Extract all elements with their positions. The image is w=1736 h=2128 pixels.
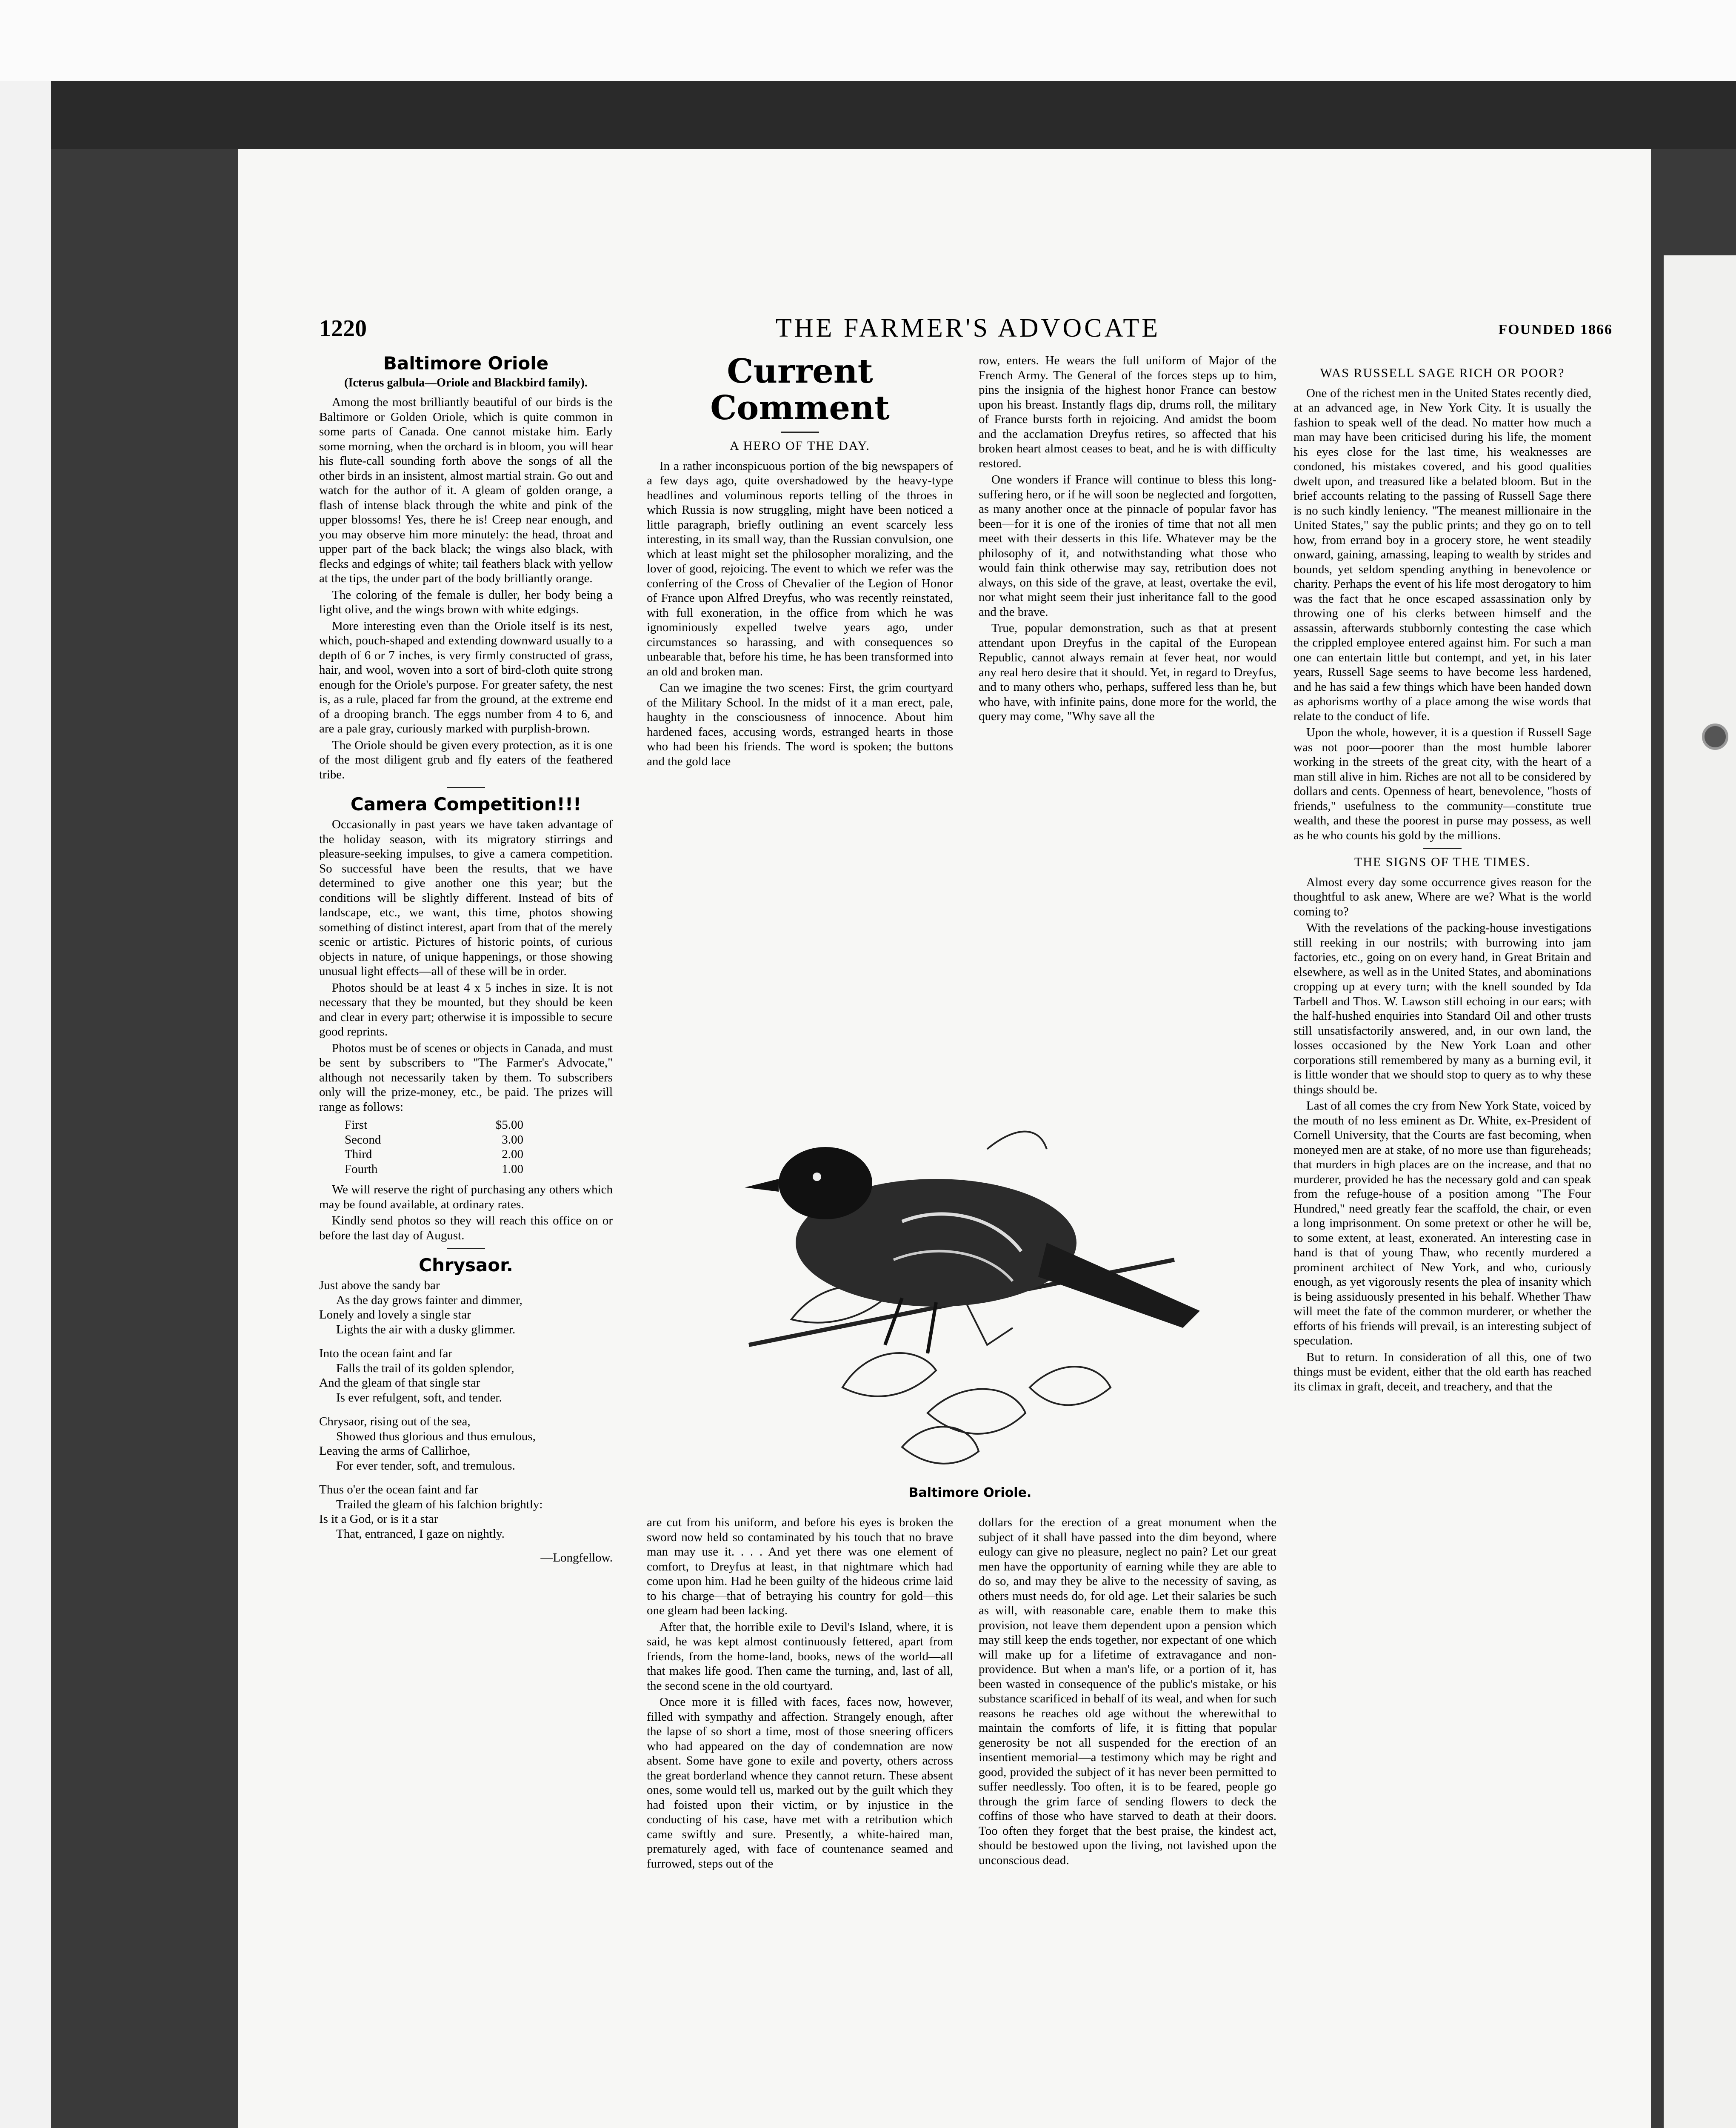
masthead-title: THE FARMER'S ADVOCATE <box>775 314 1161 343</box>
sage-paragraph: One of the richest men in the United States recently died, at an advanced age, in New York City. It is usually the fashion to speak well of the dead. No matter how much a man may have been criticised during his life, the moment his eyes close for the last time, his weaknesses are condoned, his mistakes covered, and his good qualities dwelt upon, and treasured like a belated bloom. But in the brief accounts relating to the passing of Russell Sage there is no such kindly leniency. "The meanest millionaire in the United States," say the public prints; and they go on to tell how, from errand boy in a grocery store, he went steadily onward, gaining, amassing, leaping to wealth by strides and bounds, yet seldom spending anything in benevolence or charity. Perhaps the event of his life most derogatory to him was the fact that he once escaped assassination only by throwing one of his clerks between himself and the assassin, afterwards stubbornly contesting the case which the crippled employee entered against him. For such a man one can entertain little but contempt, and yet, in his later years, Russell Sage seems to have become less hardened, and he has said a few things which have been handed down as aphorisms worthy of a place among the wise words that relate to the conduct of life. <box>1293 386 1591 723</box>
poem-title: Chrysaor. <box>419 1255 513 1276</box>
bird-head <box>779 1147 872 1219</box>
divider <box>781 432 819 433</box>
camera-paragraph: Photos must be of scenes or objects in Canada, and must be sent by subscribers to "The Farmer's Advocate," although not necessarily taken by them. To subscribers only will the prize-money, etc., be paid. The prizes will range as follows: <box>319 1041 613 1114</box>
column-3-bottom <box>979 1515 1276 1869</box>
leaf <box>1030 1367 1111 1405</box>
poem-line: Is ever refulgent, soft, and tender. <box>336 1390 502 1404</box>
hero-heading: A HERO OF THE DAY. <box>730 439 870 453</box>
next-page-edge <box>1664 255 1736 2128</box>
signs-paragraph: Almost every day some occurrence gives reason for the thoughtful to ask anew, Where are we? What is the world coming to? <box>1293 875 1591 918</box>
poem-line: Chrysaor, rising out of the sea, <box>319 1415 471 1428</box>
camera-paragraph: Occasionally in past years we have taken advantage of the holiday season, with its migratory stirrings and pleasure-seeking impulses, to give a camera competition. So successful have been the results, that we have determined to give another one this year; but the conditions will be slightly different. Instead of bits of landscape, etc., we want, this time, photos showing something of distinct interest, apart from that of the merely scenic or artistic. Pictures of historic points, of curious objects in nature, of unique happenings, or those showing unusual light effects—all of these will be in order. <box>319 818 613 978</box>
column-3-top <box>979 353 1276 726</box>
prize-row <box>345 1118 523 1133</box>
current-comment-title: Current Comment <box>710 352 890 427</box>
hero-paragraph: After that, the horrible exile to Devil's Island, where, it is said, he was kept almost continuously fettered, apart from friends, from the home-land, books, news of the world—all that makes life good. Then came the turning, and, last of all, the second scene in the old courtyard. <box>647 1620 953 1693</box>
column-4 <box>1293 366 1591 1396</box>
hero-paragraph: True, popular demonstration, such as that at present attendant upon Dreyfus in the capital of the European Republic, cannot always remain at fever heat, nor would any real hero desire that it should. Yet, in regard to Dreyfus, and to many others who, perhaps, suffered less than he, but who have, with infinite pains, done more for the world, the query may come, "Why save all the <box>979 621 1276 723</box>
oriole-subtitle: (Icterus galbula—Oriole and Blackbird family). <box>344 376 588 389</box>
bird-tail <box>1038 1243 1200 1328</box>
poem-stanza <box>319 1346 613 1405</box>
camera-closing: Kindly send photos so they will reach this office on or before the last day of August. <box>319 1214 613 1242</box>
poem-stanza <box>319 1278 613 1337</box>
poem-author: —Longfellow. <box>540 1551 613 1565</box>
prize-amount: 2.00 <box>502 1147 523 1161</box>
oriole-paragraph: More interesting even than the Oriole itself is its nest, which, pouch-shaped and extending downward usually to a depth of 6 or 7 inches, is very firmly constructed of grass, hair, and wool, woven into a sort of bird-cloth quite strong enough for the Oriole's purpose. For greater safety, the nest is, as a rule, placed far from the ground, at the extreme end of a drooping branch. The eggs number from 4 to 6, and are a pale gray, curiously marked with purplish-brown. <box>319 619 613 735</box>
illustration-caption: Baltimore Oriole. <box>908 1485 1032 1500</box>
poem-line: Thus o'er the ocean faint and far <box>319 1483 478 1496</box>
prize-row <box>345 1162 523 1177</box>
signs-paragraph: Last of all comes the cry from New York State, voiced by the mouth of no less eminent as Dr. White, ex-President of Cornell University, that the Courts are fast becoming, when moneyed men are at stake, of no more use than figureheads; that murders in high places are on the increase, and that no murderer, provided he has the necessary gold and can speak from the refuge-house of a position among "The Four Hundred," need greatly fear the scaffold, the chair, or even a long imprisonment. On some pretext or other he will be, to some extent, at least, exonerated. An interesting case in hand is that of young Thaw, who recently murdered a prominent architect of New York, and who, curiously enough, as yet vigorously resents the plea of insanity which is being assiduously presented in his behalf. Whether Thaw will meet the fate of the common murderer, or whether the efforts of his friends will prevail, is an interesting subject of speculation. <box>1293 1099 1591 1347</box>
poem-line: Leaving the arms of Callirhoe, <box>319 1444 471 1458</box>
hero-paragraph: In a rather inconspicuous portion of the big newspapers of a few days ago, quite overshadowed by the heavy-type headlines and voluminous reports telling of the throes in which Russia is now struggling, might have been noticed a little paragraph, briefly outlining an event scarcely less interesting, in its small way, than the Russian convulsion, one which at least might set the philosopher moralizing, and the lover of good, rejoicing. The event to which we refer was the conferring of the Cross of Chevalier of the Legion of Honor of France upon Alfred Dreyfus, who was recently reinstated, with full exoneration, in the office from which he was ignominiously expelled twelve years ago, under circumstances so harassing, and with consequences so unbearable that, before his time, he has been transformed into an old and broken man. <box>647 459 953 678</box>
poem-line: Is it a God, or is it a star <box>319 1512 438 1526</box>
page-header <box>319 315 1617 353</box>
prize-amount: $5.00 <box>495 1118 523 1132</box>
prize-amount: 1.00 <box>502 1162 523 1176</box>
poem-line: For ever tender, soft, and tremulous. <box>336 1459 515 1473</box>
prize-place: Second <box>345 1133 381 1147</box>
divider <box>447 787 485 788</box>
signs-paragraph: But to return. In consideration of all this, one of two things must be evident, either that the old earth has reached its climax in graft, deceit, and treachery, and that the <box>1293 1350 1591 1393</box>
prize-row <box>345 1133 523 1147</box>
bird-eye <box>813 1173 821 1181</box>
poem-line: Just above the sandy bar <box>319 1279 440 1292</box>
prize-row <box>345 1147 523 1162</box>
poem-line: Into the ocean faint and far <box>319 1347 453 1360</box>
poem-line: And the gleam of that single star <box>319 1376 480 1390</box>
poem-line: Trailed the gleam of his falchion brightly: <box>336 1497 543 1511</box>
poem-line: As the day grows fainter and dimmer, <box>336 1293 523 1307</box>
column-1 <box>319 353 613 1565</box>
poem-line: Lights the air with a dusky glimmer. <box>336 1322 516 1336</box>
founded-label: FOUNDED 1866 <box>1498 322 1613 338</box>
prize-place: Fourth <box>345 1162 378 1176</box>
camera-closing: We will reserve the right of purchasing any others which may be found available, at ordinary rates. <box>319 1183 613 1211</box>
prize-place: First <box>345 1118 368 1132</box>
oriole-illustration <box>664 1021 1276 1481</box>
poem-stanza <box>319 1414 613 1473</box>
hero-paragraph: dollars for the erection of a great monument when the subject of it shall have passed into the dim beyond, where eulogy can give no pleasure, neglect no pain? Let our great men have the opportunity of earning while they are able to do so, and may they be alive to the necessity of saving, as others must needs do, for old age. Let their salaries be such as will, with reasonable care, enable them to make this provision, not leave them dependent upon a pension which may still keep the ends together, nor expectant of one which will make up for a lifetime of extravagance and non-providence. But when a man's life, or a portion of it, has been wasted in consequence of the public's mistake, or his substance scarificed in behalf of its weal, and when for such reasons he reaches old age without the wherewithal to maintain the comforts of life, it is fitting that popular generosity be not all suspended for the erection of an insentient memorial—a testimony which may be right and good, provided the subject of it has never been permitted to suffer needlessly. Too often, it is to be feared, people go through the grim farce of sending flowers to deck the coffins of those who have starved to death at their doors. Too often they forget that the best praise, the kindest act, should be bestowed upon the living, not lavished upon the unconscious dead. <box>979 1516 1276 1867</box>
hero-paragraph: Once more it is filled with faces, faces now, however, filled with sympathy and affection. Strangely enough, after the lapse of so short a time, most of those sneering officers who had appeared on the day of condemnation are now absent. Some have gone to exile and poverty, others across the great borderland whence they cannot return. These absent ones, some would tell us, marked out by the guilt which they had foisted upon their victim, or by injustice in the conducting of his case, have met with a retribution which came swiftly and sure. Presently, a white-haired man, prematurely aged, with face of countenance seamed and furrowed, steps out of the <box>647 1695 953 1871</box>
camera-title: Camera Competition!!! <box>350 794 582 815</box>
film-margin <box>0 0 1736 81</box>
prize-place: Third <box>345 1147 372 1161</box>
poem <box>319 1278 613 1565</box>
poem-line: Showed thus glorious and thus emulous, <box>336 1429 536 1443</box>
hero-paragraph: are cut from his uniform, and before his eyes is broken the sword now held so contaminated by his touch that no brave man may use it. . . . And yet there was one element of comfort, to Dreyfus at least, in that nightmare which had come upon him. Had he been guilty of the hideous crime laid to his charge—that of betraying his country for gold—this one gleam had been lacking. <box>647 1516 953 1617</box>
binding-hole <box>1702 724 1728 750</box>
poem-line: That, entranced, I gaze on nightly. <box>336 1527 505 1541</box>
prize-amount: 3.00 <box>502 1133 523 1147</box>
hero-paragraph: One wonders if France will continue to bless this long-suffering hero, or if he will soon be neglected and forgotten, as many another once at the pinnacle of popular favor has been—for it is one of the ironies of time that not all men meet with their desserts in this life. Whatever may be the philosophy of it, and notwithstanding what those who would fain think otherwise may say, retribution does not always, on this side of the grave, at least, overtake the evil, nor what might seem their just inheritance fall to the good and the brave. <box>979 473 1276 619</box>
column-2-top <box>647 353 953 770</box>
oriole-title: Baltimore Oriole <box>383 353 549 374</box>
divider <box>1423 848 1462 849</box>
poem-line: Lonely and lovely a single star <box>319 1308 471 1321</box>
signs-paragraph: With the revelations of the packing-house investigations still reeking in our nostrils; with burrowing into jam factories, etc., going on on every hand, in Great Britain and elsewhere, as well as in the United States, and abominations cropping up at every turn; with the knell sounded by Ida Tarbell and Thos. W. Lawson still echoing in our ears; with the half-hushed enquiries into Standard Oil and other trusts still unsatisfactorily answered, and, in our own land, the losses occasioned by the New York Loan and other corporations still remembered by many as a burning evil, it is little wonder that we should stop to query as to why these things should be. <box>1293 921 1591 1096</box>
column-2-bottom <box>647 1515 953 1873</box>
page-header <box>238 153 1408 192</box>
sage-paragraph: Upon the whole, however, it is a question if Russell Sage was not poor—poorer than the most humble laborer working in the streets of the great city, with the heart of a man still alive in him. Riches are not all to be considered by dollars and cents. Openness of heart, benevolence, "hosts of friends," usefulness to the community—constitute true wealth, and these the poorest in purse may possess, as well as he who counts his gold by the millions. <box>1293 726 1591 842</box>
oriole-paragraph: Among the most brilliantly beautiful of our birds is the Baltimore or Golden Oriole, which is quite common in some parts of Canada. One cannot mistake him. Early some morning, when the orchard is in bloom, you will hear his flute-call sounding forth above the songs of all the other birds in an insistent, almost martial strain. Go out and watch for the author of it. A gleam of golden orange, a flash of intense black through the white and pink of the upper blossoms! Yes, there he is! Creep near enough, and you may observe him more minutely: the head, throat and upper part of the back black; the wings also black, with flecks and edgings of white; tail feathers black with yellow at the tips, the under part of the body brilliantly orange. <box>319 395 613 585</box>
camera-paragraph: Photos should be at least 4 x 5 inches in size. It is not necessary that they be mounted, but they should be keen and clear in every part; otherwise it is impossible to secure good reprints. <box>319 981 613 1038</box>
poem-line: Falls the trail of its golden splendor, <box>336 1361 514 1375</box>
sage-heading: WAS RUSSELL SAGE RICH OR POOR? <box>1320 366 1565 380</box>
poem-stanza <box>319 1482 613 1541</box>
bird-beak <box>745 1179 779 1192</box>
leaf <box>842 1353 936 1396</box>
prize-list <box>345 1118 523 1176</box>
oriole-paragraph: The Oriole should be given every protection, as it is one of the most diligent grub and fly eaters of the feathered tribe. <box>319 738 613 781</box>
hero-paragraph: row, enters. He wears the full uniform of Major of the French Army. The General of the forces steps up to him, pins the insignia of the highest honor France can bestow upon his breast. Instantly flags dip, drums roll, the military of France bursts forth in rejoicing. And amidst the boom and the acclamation Dreyfus retires, so affected that his broken heart almost ceases to beat, and he is with difficulty restored. <box>979 354 1276 470</box>
branch <box>987 1132 1047 1149</box>
signs-heading: THE SIGNS OF THE TIMES. <box>1354 855 1531 869</box>
oriole-paragraph: The coloring of the female is duller, her body being a light olive, and the wings brown with white edgings. <box>319 588 613 616</box>
divider <box>447 1248 485 1249</box>
page-number: 1220 <box>319 315 367 342</box>
hero-paragraph: Can we imagine the two scenes: First, the grim courtyard of the Military School. In the midst of it a man erect, pale, haughty in the consciousness of innocence. About him hardened faces, accusing words, estranged hearts in those who had been his friends. The word is spoken; the buttons and the gold lace <box>647 681 953 768</box>
